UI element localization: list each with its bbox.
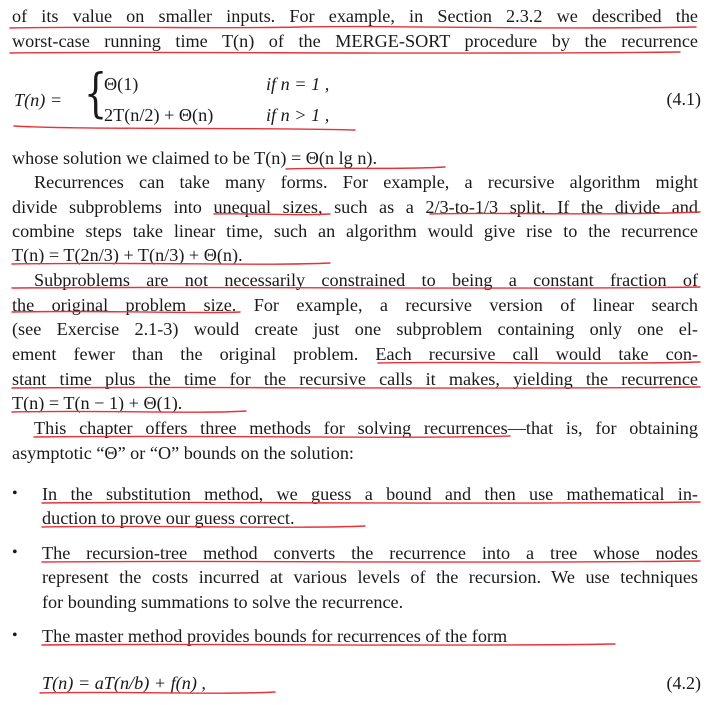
paragraph-line: of its value on smaller inputs. For example, in Section 2.3.2 we described the <box>12 6 698 26</box>
paragraph-line: ement fewer than the original problem. Each recursive call would take con- <box>12 344 698 364</box>
paragraph-line: Subproblems are not necessarily constrained to being a constant fraction of <box>34 270 698 290</box>
list-item-line: The master method provides bounds for recurrences of the form <box>42 626 508 646</box>
brace-icon: { <box>84 64 108 124</box>
eq41-case1-expr: Θ(1) <box>104 74 139 94</box>
eq41-lhs: T(n) = <box>14 90 63 110</box>
list-item-line: represent the costs incurred at various levels of the recursion. We use techniques <box>42 567 698 587</box>
eq41-case1-cond: if n = 1 , <box>266 74 330 94</box>
bullet-icon: • <box>12 627 18 644</box>
list-item-line: for bounding summations to solve the recurrence. <box>42 592 404 612</box>
eq41-case2-cond: if n > 1 , <box>266 105 330 125</box>
paragraph-line: divide subproblems into unequal sizes, such as a 2/3-to-1/3 split. If the divide and <box>12 197 698 217</box>
eq42-expr: T(n) = aT(n/b) + f(n) , <box>42 673 206 693</box>
list-item-line: The recursion-tree method converts the recurrence into a tree whose nodes <box>42 543 698 563</box>
equation-number: (4.2) <box>666 673 701 693</box>
paragraph-line: the original problem size. For example, a recursive version of linear search <box>12 295 698 315</box>
bullet-icon: • <box>12 485 18 502</box>
paragraph-line: asymptotic “Θ” or “O” bounds on the solution: <box>12 443 354 463</box>
paragraph-line: combine steps take linear time, such an algorithm would give rise to the recurrence <box>12 221 698 241</box>
paragraph-line: This chapter offers three methods for solving recurrences—that is, for obtaining <box>34 418 698 438</box>
equation-number: (4.1) <box>666 89 701 109</box>
paragraph-line: stant time plus the time for the recursive calls it makes, yielding the recurrence <box>12 369 698 389</box>
paragraph-line: T(n) = T(2n/3) + T(n/3) + Θ(n). <box>12 245 243 265</box>
list-item-line: duction to prove our guess correct. <box>42 508 295 528</box>
paragraph-line: T(n) = T(n − 1) + Θ(1). <box>12 393 183 413</box>
paragraph-line: (see Exercise 2.1-3) would create just one subproblem containing only one el- <box>12 319 698 339</box>
paragraph-line: whose solution we claimed to be T(n) = Θ(n lg n). <box>12 148 378 168</box>
bullet-icon: • <box>12 544 18 561</box>
eq41-case2-expr: 2T(n/2) + Θ(n) <box>104 105 214 125</box>
paragraph-line: worst-case running time T(n) of the MERGE-SORT procedure by the recurrence <box>12 31 698 51</box>
paragraph-line: Recurrences can take many forms. For example, a recursive algorithm might <box>34 172 698 192</box>
list-item-line: In the substitution method, we guess a bound and then use mathematical in- <box>42 484 698 504</box>
